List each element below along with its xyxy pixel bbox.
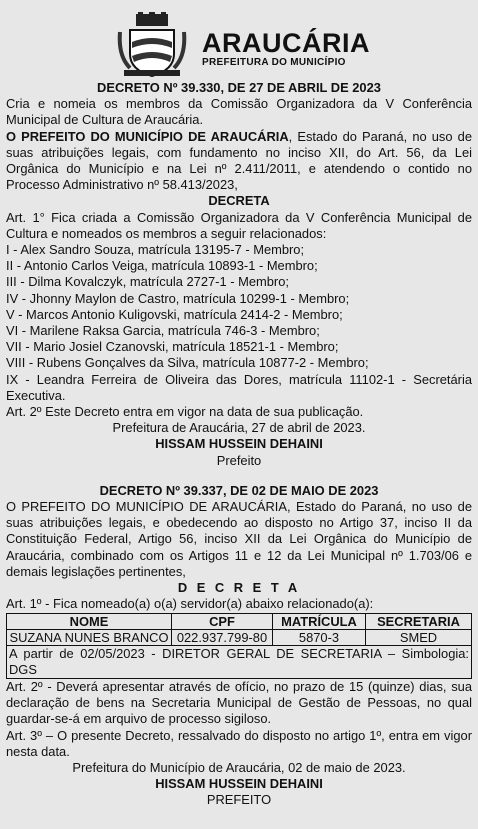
decree1-role: Prefeito [216,452,262,468]
decree1-title: DECRETO Nº 39.330, DE 27 DE ABRIL DE 2023 [97,80,381,95]
member-item: V - Marcos Antonio Kuligovski, matrícula 2414-2 - Membro; [6,306,343,322]
header [6,6,472,80]
decree1-art1: Art. 1° Fica criada a Comissão Organizadora da V Conferência Municipal de Cultura e nomeados os membros a seguir relacionados: [6,209,472,241]
decree1-decreta: DECRETA [208,193,270,209]
table-cell: SUZANA NUNES BRANCO [7,629,172,645]
decree2-place-date: Prefeitura do Município de Araucária, 02 de maio de 2023. [72,759,406,775]
brand [202,30,370,69]
column-header: NOME [7,613,172,629]
member-item: VI - Marilene Raksa Garcia, matrícula 746-3 - Membro; [6,323,320,339]
decree1-preamble [6,129,472,194]
decree1-signer: HISSAM HUSSEIN DEHAINI [155,436,323,452]
table-cell: 5870-3 [273,629,366,645]
decree2-art1: Art. 1º - Fica nomeado(a) o(a) servidor(a) abaixo relacionado(a): [6,596,374,612]
decree1-preamble-bold: O PREFEITO DO MUNICÍPIO DE ARAUCÁRIA [6,128,289,144]
column-header: CPF [172,613,273,629]
table-cell: 022.937.799-80 [172,629,273,645]
member-item: VIII - Rubens Gonçalves da Silva, matrícula 10877-2 - Membro; [6,355,369,371]
member-item: IX - Leandra Ferreira de Oliveira das Dores, matrícula 11102-1 - Secretária Executiva. [6,371,472,403]
appointment-note: A partir de 02/05/2023 - DIRETOR GERAL DE SECRETARIA – Simbologia: DGS [6,646,472,679]
member-item: II - Antonio Carlos Veiga, matrícula 10893-1 - Membro; [6,258,318,274]
municipal-coat-of-arms-icon [116,12,188,78]
decree1-art2: Art. 2º Este Decreto entra em vigor na data de sua publicação. [6,404,364,420]
member-item: I - Alex Sandro Souza, matrícula 13195-7 - Membro; [6,242,305,258]
column-header: SECRETARIA [366,613,472,629]
column-header: MATRÍCULA [273,613,366,629]
member-item: III - Dilma Kovalczyk, matrícula 2727-1 - Membro; [6,274,289,290]
decree2-role: PREFEITO [206,792,272,808]
decree1-place-date: Prefeitura de Araucária, 27 de abril de 2023. [112,420,366,436]
member-item: VII - Mario Josiel Czanovski, matrícula 18521-1 - Membro; [6,339,339,355]
brand-subtitle: PREFEITURA DO MUNICÍPIO [202,57,346,68]
decree2-title: DECRETO Nº 39.337, DE 02 DE MAIO DE 2023 [99,482,379,498]
decree2-preamble: O PREFEITO DO MUNICÍPIO DE ARAUCÁRIA, Estado do Paraná, no uso de suas atribuições legais, e obedecendo ao disposto no Artigo 37, inciso II da Constituição Federal, Artigo 56, inciso XII da Lei Orgânica do Município de Araucária, combinado com os Artigos 11 e 12 da Lei Municipal nº 1.703/06 e demais legislações pertinentes, [6,499,472,579]
spacer [6,469,472,483]
appointment-table [6,613,472,646]
decree2-signer: HISSAM HUSSEIN DEHAINI [155,776,323,792]
table-row [7,629,472,645]
decree1-preamble-rest: , Estado do Paraná, no uso de suas atribuições legais, com fundamento no inciso XII, do Art. 56, da Lei Orgânica do Município e na Lei nº 2.411/2011, e atendendo o contido no Processo Administrativo nº 58.413/2023, [6,128,473,193]
decree2-art3: Art. 3º – O presente Decreto, ressalvado do disposto no artigo 1º, entra em vigor nesta data. [6,727,472,759]
decree2-decreta: D E C R E T A [177,580,301,596]
table-cell: SMED [366,629,472,645]
decree2-art2: Art. 2º - Deverá apresentar através de ofício, no prazo de 15 (quinze) dias, sua declaração de bens na Secretaria Municipal de Gestão de Pessoas, no qual guardar-se-á em arquivo de processo sigiloso. [6,678,472,727]
brand-name: ARAUCÁRIA [202,28,370,58]
member-item: IV - Jhonny Maylon de Castro, matrícula 10299-1 - Membro; [6,290,350,306]
table-header-row [7,613,472,629]
decree1-members-list [6,242,472,404]
decree1-summary: Cria e nomeia os membros da Comissão Organizadora da V Conferência Municipal de Cultura de Araucária. [6,96,472,128]
